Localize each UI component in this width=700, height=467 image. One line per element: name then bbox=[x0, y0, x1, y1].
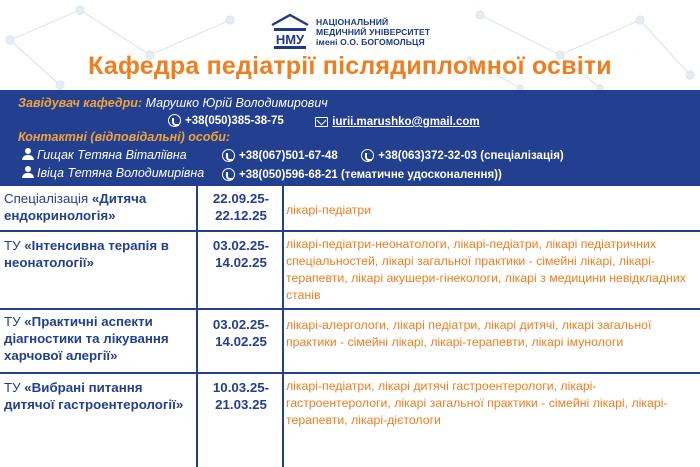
course-start: 22.09.25- bbox=[212, 191, 270, 206]
logo-line-2: МЕДИЧНИЙ УНІВЕРСИТЕТ bbox=[316, 27, 431, 37]
course-start: 03.02.25- bbox=[212, 317, 270, 332]
course-audience: лікарі-педіатри, лікарі дитячі гастроентерологи, лікарі-гастроентерологи, лікарі загальної практики - сімейні лікарі, лікарі-терапевти, лікарі-дієтологи bbox=[286, 379, 668, 427]
university-logo bbox=[270, 12, 445, 52]
phone-icon bbox=[222, 168, 235, 181]
contact-person-1-phone2[interactable] bbox=[361, 149, 563, 162]
course-audience: лікарі-педіатри-неонатологи, лікарі-педіатри, лікарі педіатричних спеціальностей, лікарі загальної практики - сімейні лікарі, лікарі-терапевти, лікарі акушери-гінекологи, лікарі з медицини невідкладних станів bbox=[286, 237, 686, 302]
course-end: 21.03.25 bbox=[215, 397, 267, 412]
contact-person-2 bbox=[22, 166, 204, 180]
contact-band bbox=[0, 90, 700, 186]
table-divider bbox=[196, 186, 198, 467]
contact-person-1 bbox=[22, 148, 187, 162]
contact-person-2-name: Івіца Тетяна Володимирівна bbox=[37, 166, 205, 180]
course-name: «Дитяча ендокринологія» bbox=[4, 191, 147, 223]
head-email-text: iurii.marushko@gmail.com bbox=[332, 116, 480, 128]
course-name: «Інтенсивна терапія в неонатології» bbox=[4, 238, 169, 270]
course-end: 22.12.25 bbox=[215, 208, 267, 223]
mail-icon bbox=[315, 117, 328, 127]
university-emblem-icon bbox=[270, 13, 310, 51]
contact-person-2-phones bbox=[222, 168, 502, 184]
contact-person-1-phone[interactable] bbox=[222, 149, 338, 162]
course-audience: лікарі-педіатри bbox=[286, 203, 372, 217]
logo-line-3: імені О.О. БОГОМОЛЬЦЯ bbox=[316, 37, 425, 47]
logo-line-1: НАЦІОНАЛЬНИЙ bbox=[316, 17, 389, 27]
course-end: 14.02.25 bbox=[215, 334, 267, 349]
course-name: «Вибрані питання дитячої гастроентерології» bbox=[4, 380, 184, 412]
course-name-cell bbox=[4, 190, 194, 224]
head-label: Завідувач кафедри: bbox=[18, 96, 143, 110]
course-name-cell bbox=[4, 379, 194, 413]
contact-person-1-phone-text: +38(067)501-67-48 bbox=[239, 149, 338, 162]
course-type: ТУ bbox=[4, 238, 25, 253]
course-start: 03.02.25- bbox=[212, 238, 270, 253]
course-end: 14.02.25 bbox=[215, 255, 267, 270]
phone-icon bbox=[222, 149, 235, 162]
course-dates bbox=[202, 316, 280, 350]
course-name: «Практичні аспекти діагностики та лікування харчової алергії» bbox=[4, 314, 169, 363]
head-email[interactable] bbox=[315, 116, 479, 128]
course-type: ТУ bbox=[4, 380, 25, 395]
course-type: ТУ bbox=[4, 314, 25, 329]
table-divider bbox=[0, 372, 700, 374]
course-dates bbox=[202, 190, 280, 224]
head-phone[interactable] bbox=[168, 114, 284, 127]
course-name-cell bbox=[4, 313, 194, 364]
contact-person-1-name: Гищак Тетяна Віталіївна bbox=[37, 148, 187, 162]
course-dates bbox=[202, 237, 280, 271]
contact-person-2-phone[interactable] bbox=[222, 168, 502, 181]
course-dates bbox=[202, 379, 280, 413]
course-start: 10.03.25- bbox=[212, 380, 270, 395]
head-row bbox=[18, 96, 328, 110]
logo-abbr: НМУ bbox=[275, 32, 305, 47]
phone-icon bbox=[361, 149, 374, 162]
table-divider bbox=[0, 308, 700, 310]
person-icon bbox=[22, 166, 34, 178]
head-name: Марушко Юрій Володимирович bbox=[145, 96, 328, 110]
contacts-label: Контактні (відповідальні) особи: bbox=[18, 130, 231, 144]
table-divider bbox=[0, 230, 700, 232]
contact-person-1-phones bbox=[222, 149, 564, 165]
contacts-label-row bbox=[18, 130, 230, 144]
head-phone-text: +38(050)385-38-75 bbox=[185, 114, 284, 127]
page-title: Кафедра педіатрії післядипломної освіти bbox=[88, 52, 612, 80]
course-name-cell bbox=[4, 237, 194, 271]
contact-person-2-phone-text: +38(050)596-68-21 (тематичне удосконалення)) bbox=[239, 168, 502, 181]
head-contacts-row bbox=[168, 114, 480, 130]
course-audience: лікарі-алергологи, лікарі педіатри, лікарі дитячі, лікарі загальної практики - сімейні лікарі, лікарі-терапевти, лікарі імунологи bbox=[286, 318, 652, 349]
courses-table bbox=[0, 186, 700, 467]
logo-text bbox=[316, 17, 430, 47]
contact-person-1-phone2-text: +38(063)372-32-03 (спеціалізація) bbox=[378, 149, 564, 162]
phone-icon bbox=[168, 114, 181, 127]
person-icon bbox=[22, 148, 34, 160]
course-type: Спеціалізація bbox=[4, 191, 92, 206]
table-divider bbox=[282, 186, 284, 467]
